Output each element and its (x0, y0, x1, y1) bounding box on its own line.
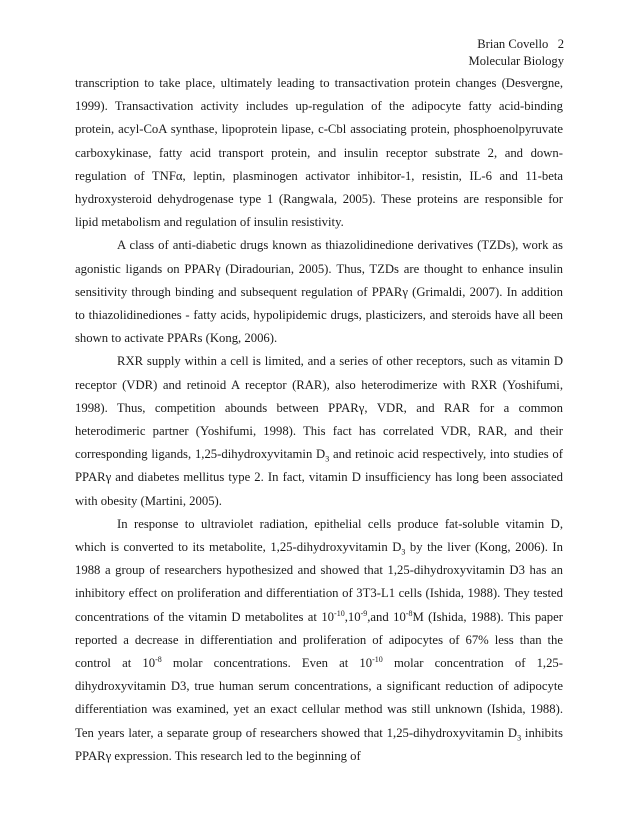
superscript: -8 (155, 654, 162, 664)
subscript: 3 (401, 547, 406, 557)
superscript: -8 (405, 608, 413, 618)
page-header (469, 36, 565, 70)
subscript: 3 (517, 733, 522, 743)
superscript: -10 (334, 608, 345, 618)
superscript: -9 (360, 608, 368, 618)
paragraph-4: In response to ultraviolet radiation, epithelial cells produce fat-soluble vitamin D, which is converted to its metabolite, 1,25-dihydroxyvitamin $D_3$ by the liver (Kong, 2006). In 1988 a group of researchers hypothesized and showed that 1,25-dihydroxyvitamin D3 has an inhibitory effect on proliferation and differentiation of 3T3-L1 cells (Ishida, 1988). They tested concentrations of the vitamin D metabolites at $10^{-10},10^{-9},and$ $10^{-8}M$ (Ishida, 1988). This paper reported a decrease in differentiation and proliferation of adipocytes of 67% less than the control at $10^{-8}$ molar concentrations. Even at $10^{-10}$ molar concentration of 1,25-dihydroxyvitamin D3, true human serum concentrations, a significant reduction of adipocyte differentiation was examined, yet an exact cellular method was still unknown (Ishida, 1988). Ten years later, a separate group of researchers showed that 1,25-dihydroxyvitamin $D_3$ inhibits PPARγ expression. This research led to the beginning of (75, 516, 563, 763)
course-title: Molecular Biology (468, 54, 564, 68)
paragraph-2: A class of anti-diabetic drugs known as thiazolidinedione derivatives (TZDs), work as agonistic ligands on PPARγ (Diradourian, 2005). Thus, TZDs are thought to enhance insulin sensitivity through binding and subsequent regulation of PPARγ (Grimaldi, 2007). In addition to thiazolidinediones - fatty acids, hypolipidemic drugs, plasticizers, and steroids have all been shown to activate PPARs (Kong, 2006). (75, 238, 563, 346)
paragraph-3: RXR supply within a cell is limited, and a series of other receptors, such as vitamin D receptor (VDR) and retinoid A receptor (RAR), also heterodimerize with RXR (Yoshifumi, 1998). Thus, competition abounds between PPARγ, VDR, and RAR for a common heterodimeric partner (Yoshifumi, 1998). This fact has correlated VDR, RAR, and their corresponding ligands, 1,25-dihydroxyvitamin $D_3$ and retinoic acid respectively, into studies of PPARγ and diabetes mellitus type 2. In fact, vitamin D insufficiency has long been associated with obesity (Martini, 2005). (75, 354, 563, 508)
paragraph-1: transcription to take place, ultimately leading to transactivation protein changes (Desvergne, 1999). Transactivation activity includes up-regulation of the adipocyte fatty acid-binding protein, acyl-CoA synthase, lipoprotein lipase, c-Cbl associating protein, phosphoenolpyruvate carboxykinase, fatty acid transport protein, and insulin receptor substrate 2, and down-regulation of TNFα, leptin, plasminogen activator inhibitor-1, resistin, IL-6 and 11-beta hydroxysteroid dehydrogenase type 1 (Rangwala, 2005). These proteins are responsible for lipid metabolism and regulation of insulin resistivity. (75, 76, 563, 230)
superscript: -10 (372, 654, 383, 664)
author-page-number: Brian Covello 2 (477, 37, 564, 51)
body-text (75, 72, 563, 768)
subscript: 3 (325, 454, 330, 464)
